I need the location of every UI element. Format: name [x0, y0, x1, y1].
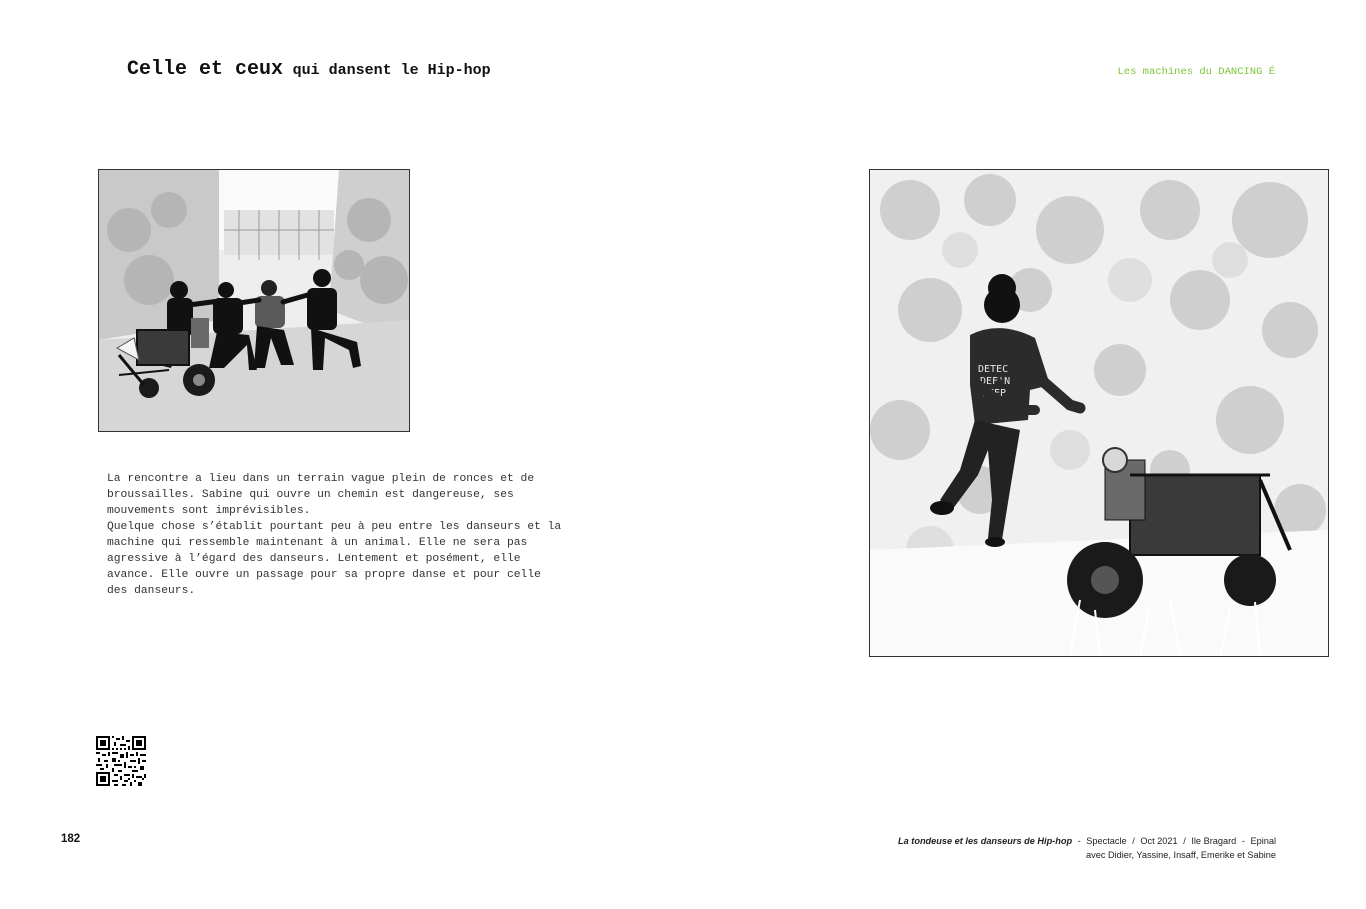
- credits-slash-1: /: [1132, 836, 1135, 846]
- svg-text:DETEC: DETEC: [978, 364, 1009, 375]
- section-label: Les machines du DANCING É: [1117, 66, 1275, 78]
- work-title: La tondeuse et les danseurs de Hip-hop: [898, 836, 1073, 846]
- dancer-photo: [869, 169, 1329, 657]
- credits: [898, 834, 1276, 862]
- page-title: [127, 58, 491, 81]
- body-paragraph-2: Quelque chose s’établit pourtant peu à peu entre les danseurs et la machine qui ressemble maintenant à un animal. Elle ne sera pas agressive à l’égard des danseurs. Lentement et posément, elle avance. Elle ouvre un passage pour sa propre danse et pour celle des danseurs.: [107, 521, 562, 597]
- work-type: Spectacle: [1086, 836, 1127, 846]
- page-title-small: qui dansent le Hip-hop: [292, 62, 491, 79]
- body-paragraph-1: La rencontre a lieu dans un terrain vague plein de ronces et de broussailles. Sabine qui ouvre un chemin est dangereuse, ses mouvements sont imprévisibles.: [107, 473, 535, 517]
- work-city: Epinal: [1250, 836, 1276, 846]
- page-title-large: Celle et ceux: [127, 58, 284, 81]
- group-photo: [98, 169, 410, 432]
- svg-text:LEEP: LEEP: [982, 388, 1007, 399]
- dancer-photo-illustration: [870, 170, 1328, 656]
- group-photo-illustration: [99, 170, 409, 431]
- credits-slash-2: /: [1183, 836, 1186, 846]
- body-text: [107, 471, 567, 599]
- qr-code-icon[interactable]: [96, 736, 146, 786]
- credits-line-1: [898, 834, 1276, 848]
- work-date: Oct 2021: [1140, 836, 1178, 846]
- work-venue: Ile Bragard: [1191, 836, 1237, 846]
- credits-line-2: avec Didier, Yassine, Insaff, Emerike et Sabine: [1086, 850, 1276, 860]
- credits-dash-2: -: [1241, 836, 1245, 846]
- svg-text:DEF'N: DEF'N: [980, 376, 1011, 387]
- credits-dash: -: [1077, 836, 1081, 846]
- page-number: 182: [61, 833, 81, 845]
